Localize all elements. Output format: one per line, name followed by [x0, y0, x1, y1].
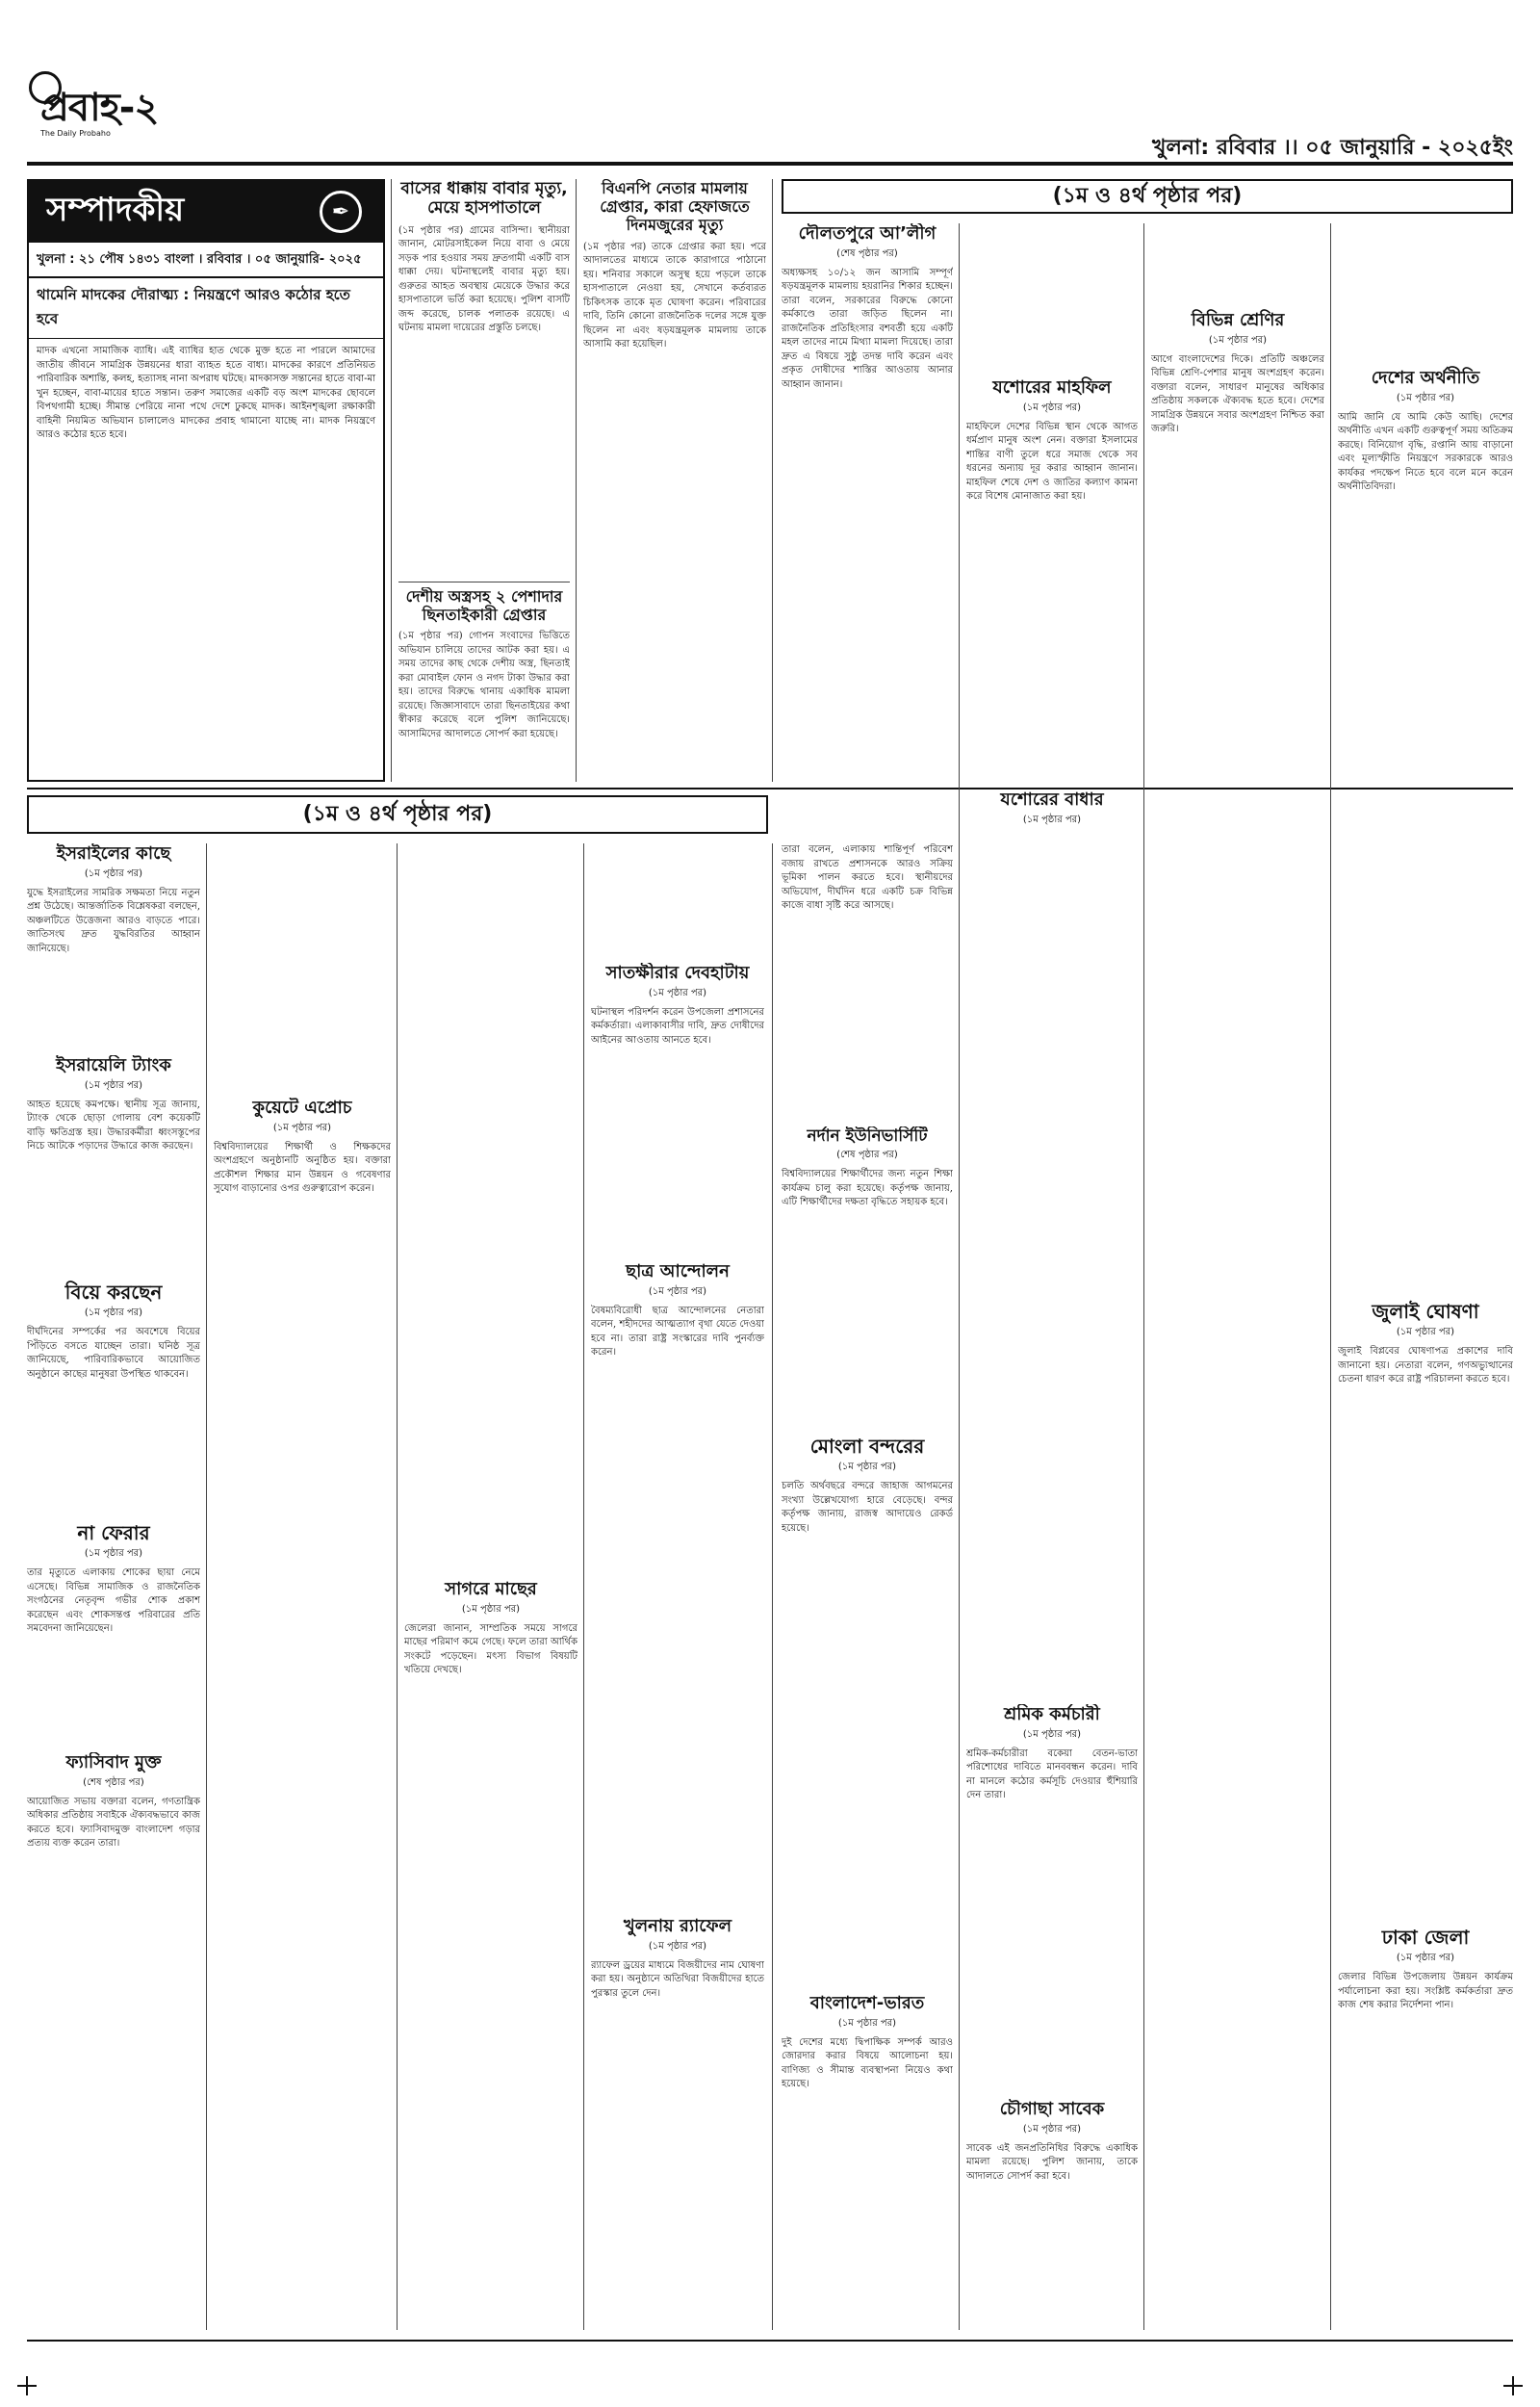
story-headline: ছাত্র আন্দোলন	[626, 1261, 730, 1281]
story-body: (১ম পৃষ্ঠার পর) গোপন সংবাদের ভিত্তিতে অভিযান চালিয়ে তাদের আটক করা হয়। এ সময় তাদের কাছ থেকে দেশীয় অস্ত্র, ছিনতাই করা মোবাইল ফোন ও নগদ টাকা উদ্ধার করা হয়। তাদের বিরুদ্ধে থানায় একাধিক মামলা রয়েছে। জিজ্ঞাসাবাদে তারা ছিনতাইয়ের কথা স্বীকার করেছে বলে পুলিশ জানিয়েছে। আসামিদের আদালতে সোপর্দ করা হয়েছে।	[398, 631, 570, 739]
section-rule	[27, 788, 1513, 789]
story-continuation-note: (১ম পৃষ্ঠার পর)	[461, 1603, 521, 1615]
column-rule	[772, 843, 773, 2330]
story-body: সাবেক এই জনপ্রতিনিধির বিরুদ্ধে একাধিক মামলা রয়েছে। পুলিশ জানায়, তাকে আদালতে সোপর্দ করা হবে।	[966, 2142, 1138, 2182]
column-rule	[576, 179, 577, 782]
story-dhaka-district	[1338, 1926, 1513, 2214]
story-chaugachha	[966, 2099, 1138, 2311]
continued-banner: (১ম ও ৪র্থ পৃষ্ঠার পর)	[782, 179, 1513, 214]
header-rule	[27, 162, 1513, 166]
story-headline: নর্দান ইউনিভার্সিটি	[807, 1126, 928, 1146]
story-workers	[966, 1704, 1138, 1954]
story-continuation-note: (১ম পৃষ্ঠার পর)	[1022, 1728, 1082, 1740]
newspaper-logo	[27, 17, 229, 142]
story-economy	[1338, 223, 1513, 782]
footer-rule	[27, 2340, 1513, 2342]
logo-title: প্রবাহ-২	[40, 86, 159, 130]
story-headline: দেশের অর্থনীতি	[1371, 368, 1480, 388]
story-july-declaration	[1338, 1300, 1513, 1589]
story-northern-university	[782, 1126, 953, 1396]
story-headline: ইসরায়েলি ট্যাংক	[56, 1055, 171, 1075]
story-israel-tank	[27, 1055, 200, 1271]
page-dateline: খুলনা: রবিবার ।। ০৫ জানুয়ারি - ২০২৫ইং	[1152, 136, 1513, 160]
story-sea-fish	[404, 1579, 578, 1868]
story-headline: বাসের ধাক্কায় বাবার মৃত্যু, মেয়ে হাসপাতালে	[400, 179, 568, 219]
story-headline: না ফেরার	[77, 1521, 150, 1544]
editorial-box	[27, 179, 385, 782]
story-continuation-note: (১ম পৃষ্ঠার পর)	[84, 867, 143, 879]
story-continuation-note: (১ম পৃষ্ঠার পর)	[84, 1079, 143, 1091]
story-continuation-note: (১ম পৃষ্ঠার পর)	[272, 1122, 332, 1133]
story-wedding	[27, 1281, 200, 1502]
story-body: মাহফিলে দেশের বিভিন্ন স্থান থেকে আগত ধর্মপ্রাণ মানুষ অংশ নেন। বক্তারা ইসলামের শান্তির বাণী তুলে ধরে সমাজ থেকে সব ধরনের অন্যায় দূর করার আহ্বান জানান। মাহফিল শেষে দেশ ও জাতির কল্যাণ কামনা করে বিশেষ মোনাজাত করা হয়।	[966, 421, 1138, 503]
editorial-banner	[29, 181, 383, 243]
story-headline: খুলনায় র‍্যাফেল	[623, 1916, 732, 1936]
story-headline: বিয়ে করছেন	[64, 1281, 163, 1304]
story-headline: সাগরে মাছের	[445, 1579, 537, 1599]
story-khulna-raffle	[591, 1916, 764, 2205]
story-body: শ্রমিক-কর্মচারীরা বকেয়া বেতন-ভাতা পরিশোধের দাবিতে মানববন্ধন করেন। দাবি না মানলে কঠোর কর্মসূচি দেওয়ার হুঁশিয়ারি দেন তারা।	[966, 1747, 1138, 1801]
column-rule	[772, 179, 773, 782]
story-jashore-mahfil	[966, 223, 1138, 782]
story-various-classes	[1151, 223, 1324, 782]
story-continuation-note: (১ম পৃষ্ঠার পর)	[837, 2017, 897, 2029]
column-rule	[959, 782, 960, 2330]
story-continuation-note: (১ম পৃষ্ঠার পর)	[648, 1285, 707, 1297]
story-headline: শ্রমিক কর্মচারী	[1004, 1704, 1100, 1724]
story-continuation-note: (১ম পৃষ্ঠার পর)	[1396, 1953, 1455, 1963]
story-headline: চৌগাছা সাবেক	[999, 2099, 1105, 2119]
story-headline: ইসরাইলের কাছে	[56, 843, 171, 864]
story-kuet	[214, 1098, 391, 1386]
column-rule	[583, 843, 584, 2330]
registration-mark-icon	[1503, 2376, 1523, 2395]
story-body: ঘটনাস্থল পরিদর্শন করেন উপজেলা প্রশাসনের কর্মকর্তারা। এলাকাবাসীর দাবি, দ্রুত দোষীদের আইনের আওতায় আনতে হবে।	[591, 1006, 764, 1046]
story-continuation-note: (শেষ পৃষ্ঠার পর)	[836, 247, 898, 259]
story-headline: ফ্যাসিবাদ মুক্ত	[65, 1752, 162, 1773]
story-body: জেলার বিভিন্ন উপজেলায় উন্নয়ন কার্যক্রম পর্যালোচনা করা হয়। সংশ্লিষ্ট কর্মকর্তারা দ্রুত কাজ শেষ করার নির্দেশনা পান।	[1338, 1972, 1513, 2010]
story-body: দুই দেশের মধ্যে দ্বিপাক্ষিক সম্পর্ক আরও জোরদার করার বিষয়ে আলোচনা হয়। বাণিজ্য ও সীমান্ত ব্যবস্থাপনা নিয়েও কথা হয়েছে।	[782, 2036, 953, 2090]
story-body: চলতি অর্থবছরে বন্দরে জাহাজ আগমনের সংখ্যা উল্লেখযোগ্য হারে বেড়েছে। বন্দর কর্তৃপক্ষ জানায়, রাজস্ব আদায়েও রেকর্ড হয়েছে।	[782, 1481, 953, 1534]
story-body: যুদ্ধে ইসরাইলের সামরিক সক্ষমতা নিয়ে নতুন প্রশ্ন উঠেছে। আন্তর্জাতিক বিশ্লেষকরা বলছেন, অঞ্চলটিতে উত্তেজনা আরও বাড়তে পারে। জাতিসংঘ দ্রুত যুদ্ধবিরতির আহ্বান জানিয়েছে।	[27, 887, 200, 954]
story-headline: জুলাই ঘোষণা	[1372, 1300, 1479, 1323]
story-body: আমি জানি যে আমি কেউ আছি। দেশের অর্থনীতি এখন একটি গুরুত্বপূর্ণ সময় অতিক্রম করছে। বিনিয়োগ বৃদ্ধি, রপ্তানি আয় বাড়ানো এবং মূল্যস্ফীতি নিয়ন্ত্রণে সরকারকে আরও কার্যকর পদক্ষেপ নিতে হবে বলে মনে করেন অর্থনীতিবিদরা।	[1338, 411, 1513, 493]
story-israel-near	[27, 843, 200, 1046]
editorial-title: সম্পাদকীয়	[46, 190, 185, 229]
story-headline: বিভিন্ন শ্রেণির	[1191, 310, 1285, 330]
story-daulatpur	[782, 223, 953, 782]
story-continuation-note: (১ম পৃষ্ঠার পর)	[84, 1548, 143, 1559]
story-body: অধ্যক্ষসহ ১০/১২ জন আসামি সম্পূর্ণ ষড়যন্ত্রমূলক মামলায় হয়রানির শিকার হচ্ছেন। তারা বলেন, সরকারের বিরুদ্ধে কোনো কর্মকাণ্ডে তারা জড়িত ছিলেন না। রাজনৈতিক প্রতিহিংসার বশবর্তী হয়ে একটি মহল তাদের নামে মিথ্যা মামলা দিয়েছে। তারা দ্রুত এ বিষয়ে সুষ্ঠু তদন্ত দাবি করেন এবং প্রকৃত দোষীদের শাস্তির আওতায় আনার আহ্বান জানান।	[782, 267, 953, 390]
continued-banner: (১ম ও ৪র্থ পৃষ্ঠার পর)	[27, 795, 768, 834]
story-body: তারা বলেন, এলাকায় শান্তিপূর্ণ পরিবেশ বজায় রাখতে প্রশাসনকে আরও সক্রিয় ভূমিকা পালন করতে হবে। স্থানীয়দের অভিযোগ, দীর্ঘদিন ধরে একটি চক্র বিভিন্ন কাজে বাধা সৃষ্টি করে আসছে।	[782, 844, 953, 911]
story-continuation-note: (শেষ পৃষ্ঠার পর)	[836, 1150, 898, 1161]
story-mongla-port	[782, 1435, 953, 1743]
story-student-movement	[591, 1261, 764, 1512]
story-continuation-note: (১ম পৃষ্ঠার পর)	[1022, 814, 1082, 825]
story-body: (১ম পৃষ্ঠার পর) তাকে গ্রেপ্তার করা হয়। পরে আদালতের মাধ্যমে তাকে কারাগারে পাঠানো হয়। শনিবার সকালে অসুস্থ হয়ে পড়লে তাকে হাসপাতালে নেওয়া হয়, সেখানে কর্তব্যরত চিকিৎসক তাকে মৃত ঘোষণা করেন। পরিবারের দাবি, তিনি কোনো রাজনৈতিক দলের সঙ্গে যুক্ত ছিলেন না এবং ষড়যন্ত্রমূলক মামলায় তাকে আসামি করা হয়েছিল।	[583, 241, 766, 350]
story-fascism	[27, 1752, 200, 2330]
story-body: (১ম পৃষ্ঠার পর) গ্রামের বাসিন্দা। স্থানীয়রা জানান, মোটরসাইকেল নিয়ে বাবা ও মেয়ে সড়ক পার হওয়ার সময় দ্রুতগামী একটি বাস ধাক্কা দেয়। ঘটনাস্থলেই বাবার মৃত্যু হয়। গুরুতর আহত অবস্থায় মেয়েকে উদ্ধার করে হাসপাতালে ভর্তি করা হয়েছে। পুলিশ বাসটি জব্দ করেছে, চালক পলাতক রয়েছে। এ ঘটনায় মামলা দায়েরের প্রস্তুতি চলছে।	[398, 224, 570, 334]
story-satkhira	[591, 963, 764, 1213]
story-continuation-note: (১ম পৃষ্ঠার পর)	[1022, 401, 1082, 413]
story-continuation-note: (শেষ পৃষ্ঠার পর)	[83, 1776, 144, 1788]
story-headline: সাতক্ষীরার দেবহাটায়	[605, 963, 750, 983]
editorial-body: মাদক এখনো সামাজিক ব্যাধি। এই ব্যাধির হাত থেকে মুক্ত হতে না পারলে আমাদের জাতীয় জীবনে সামগ্রিক উন্নয়নের ধারা ব্যাহত হতে বাধ্য। মাদকের কারণে প্রতিনিয়ত পারিবারিক অশান্তি, কলহ, হত্যাসহ নানা অপরাধ ঘটছে। মাদকাসক্ত সন্তানের হাতে বাবা-মা খুন হচ্ছেন, বাবা-মায়ের হাতে সন্তান। তরুণ সমাজের একটি বড় অংশ মাদকের ছোবলে বিপথগামী হচ্ছে। সীমান্ত পেরিয়ে নানা পথে দেশে ঢুকছে মাদক। আইনশৃঙ্খলা রক্ষাকারী বাহিনী নিয়মিত অভিযান চালালেও মাদকের প্রবাহ থামানো যাচ্ছে না। মাদক নিয়ন্ত্রণে আরও কঠোর হতে হবে।	[37, 346, 375, 440]
column-rule	[1330, 782, 1331, 2330]
story-jashore-badha-left	[782, 843, 953, 997]
story-body: তার মৃত্যুতে এলাকায় শোকের ছায়া নেমে এসেছে। বিভিন্ন সামাজিক ও রাজনৈতিক সংগঠনের নেতৃবৃন্দ গভীর শোক প্রকাশ করেছেন এবং শোকসন্তপ্ত পরিবারের প্রতি সমবেদনা জানিয়েছেন।	[27, 1567, 200, 1634]
story-headline: যশোরের বাধার	[1000, 789, 1104, 810]
story-body: আয়োজিত সভায় বক্তারা বলেন, গণতান্ত্রিক অধিকার প্রতিষ্ঠায় সবাইকে ঐক্যবদ্ধভাবে কাজ করতে হবে। ফ্যাসিবাদমুক্ত বাংলাদেশ গড়ার প্রত্যয় ব্যক্ত করেন তারা।	[27, 1796, 200, 1850]
logo-subtitle: The Daily Probaho	[40, 129, 111, 138]
column-rule	[1330, 223, 1331, 782]
column-rule	[391, 179, 392, 782]
editorial-headline: থামেনি মাদকের দৌরাত্ম্য : নিয়ন্ত্রণে আরও কঠোর হতে হবে	[29, 278, 383, 339]
story-headline: বিএনপি নেতার মামলায় গ্রেপ্তার, কারা হেফাজতে দিনমজুরের মৃত্যু	[600, 179, 750, 235]
story-body: জুলাই বিপ্লবের ঘোষণাপত্র প্রকাশের দাবি জানানো হয়। নেতারা বলেন, গণঅভ্যুত্থানের চেতনা ধারণ করে রাষ্ট্র পরিচালনা করতে হবে।	[1338, 1346, 1513, 1385]
story-bangladesh-india	[782, 1993, 953, 2282]
pen-nib-icon: ✒	[320, 191, 362, 233]
story-continuation-note: (১ম পৃষ্ঠার পর)	[1208, 334, 1268, 346]
story-body: আগে বাংলাদেশের দিকে। প্রতিটি অঞ্চলের বিভিন্ন শ্রেণি-পেশার মানুষ অংশগ্রহণ করেন। বক্তারা বলেন, সাধারণ মানুষের অধিকার প্রতিষ্ঠায় সকলকে ঐক্যবদ্ধ হতে হবে। দেশের সামগ্রিক উন্নয়নে সবার অংশগ্রহণ নিশ্চিত করা জরুরি।	[1151, 353, 1324, 435]
story-headline: মোংলা বন্দরের	[809, 1435, 925, 1458]
story-headline: দৌলতপুরে আ’লীগ	[798, 223, 937, 244]
story-headline: দেশীয় অস্ত্রসহ ২ পেশাদার ছিনতাইকারী গ্রেপ্তার	[405, 587, 563, 625]
story-bnp-custody	[583, 179, 766, 782]
column-rule	[397, 843, 398, 2330]
column-rule	[959, 223, 960, 782]
registration-mark-icon	[17, 2376, 37, 2395]
story-headline: ঢাকা জেলা	[1381, 1926, 1470, 1949]
story-continuation-note: (১ম পৃষ্ঠার পর)	[837, 1462, 897, 1472]
story-arms-arrest	[398, 587, 570, 782]
column-rule	[1143, 782, 1144, 2330]
editorial-dateline: খুলনা : ২১ পৌষ ১৪৩১ বাংলা । রবিবার । ০৫ জানুয়ারি- ২০২৫	[29, 243, 383, 278]
story-body: আহত হয়েছে কমপক্ষে। স্থানীয় সূত্র জানায়, ট্যাংক থেকে ছোড়া গোলায় বেশ কয়েকটি বাড়ি ক্ষতিগ্রস্ত হয়। উদ্ধারকর্মীরা ধ্বংসস্তূপের নিচে আটকে পড়াদের উদ্ধারে কাজ করছেন।	[27, 1099, 200, 1152]
story-body: জেলেরা জানান, সাম্প্রতিক সময়ে সাগরে মাছের পরিমাণ কমে গেছে। ফলে তারা আর্থিক সংকটে পড়েছেন। মৎস্য বিভাগ বিষয়টি খতিয়ে দেখছে।	[404, 1622, 578, 1676]
story-body: র‍্যাফেল ড্রয়ের মাধ্যমে বিজয়ীদের নাম ঘোষণা করা হয়। অনুষ্ঠানে অতিথিরা বিজয়ীদের হাতে পুরস্কার তুলে দেন।	[591, 1959, 764, 1999]
story-headline: বাংলাদেশ-ভারত	[809, 1993, 925, 2013]
story-continuation-note: (১ম পৃষ্ঠার পর)	[648, 1940, 707, 1952]
story-continuation-note: (১ম পৃষ্ঠার পর)	[648, 987, 707, 998]
story-continuation-note: (১ম পৃষ্ঠার পর)	[1396, 1327, 1455, 1337]
story-continuation-note: (১ম পৃষ্ঠার পর)	[1396, 392, 1455, 403]
story-body: দীর্ঘদিনের সম্পর্কের পর অবশেষে বিয়ের পিঁড়িতে বসতে যাচ্ছেন তারা। ঘনিষ্ঠ সূত্র জানিয়েছে, পারিবারিকভাবে আয়োজিত অনুষ্ঠানে কাছের মানুষরা উপস্থিত থাকবেন।	[27, 1327, 200, 1380]
story-no-return	[27, 1521, 200, 1743]
masthead	[27, 17, 1513, 179]
column-rule	[206, 843, 207, 2330]
story-jashore-badha	[966, 789, 1138, 982]
story-headline: যশোরের মাহফিল	[992, 377, 1112, 398]
column-rule	[1143, 223, 1144, 782]
story-bus	[398, 179, 570, 383]
story-body: বিশ্ববিদ্যালয়ের শিক্ষার্থী ও শিক্ষকদের অংশগ্রহণে অনুষ্ঠানটি অনুষ্ঠিত হয়। বক্তারা প্রকৌশল শিক্ষার মান উন্নয়ন ও গবেষণার সুযোগ বাড়ানোর ওপর গুরুত্বারোপ করেন।	[214, 1141, 391, 1195]
story-continuation-note: (১ম পৃষ্ঠার পর)	[1022, 2123, 1082, 2135]
story-body: বৈষম্যবিরোধী ছাত্র আন্দোলনের নেতারা বলেন, শহীদদের আত্মত্যাগ বৃথা যেতে দেওয়া হবে না। তারা রাষ্ট্র সংস্কারের দাবি পুনর্ব্যক্ত করেন।	[591, 1305, 764, 1359]
story-body: বিশ্ববিদ্যালয়ের শিক্ষার্থীদের জন্য নতুন শিক্ষা কার্যক্রম চালু করা হয়েছে। কর্তৃপক্ষ জানায়, এটি শিক্ষার্থীদের দক্ষতা বৃদ্ধিতে সহায়ক হবে।	[782, 1169, 953, 1208]
story-continuation-note: (১ম পৃষ্ঠার পর)	[84, 1307, 143, 1318]
story-headline: কুয়েটে এপ্রোচ	[252, 1098, 352, 1118]
